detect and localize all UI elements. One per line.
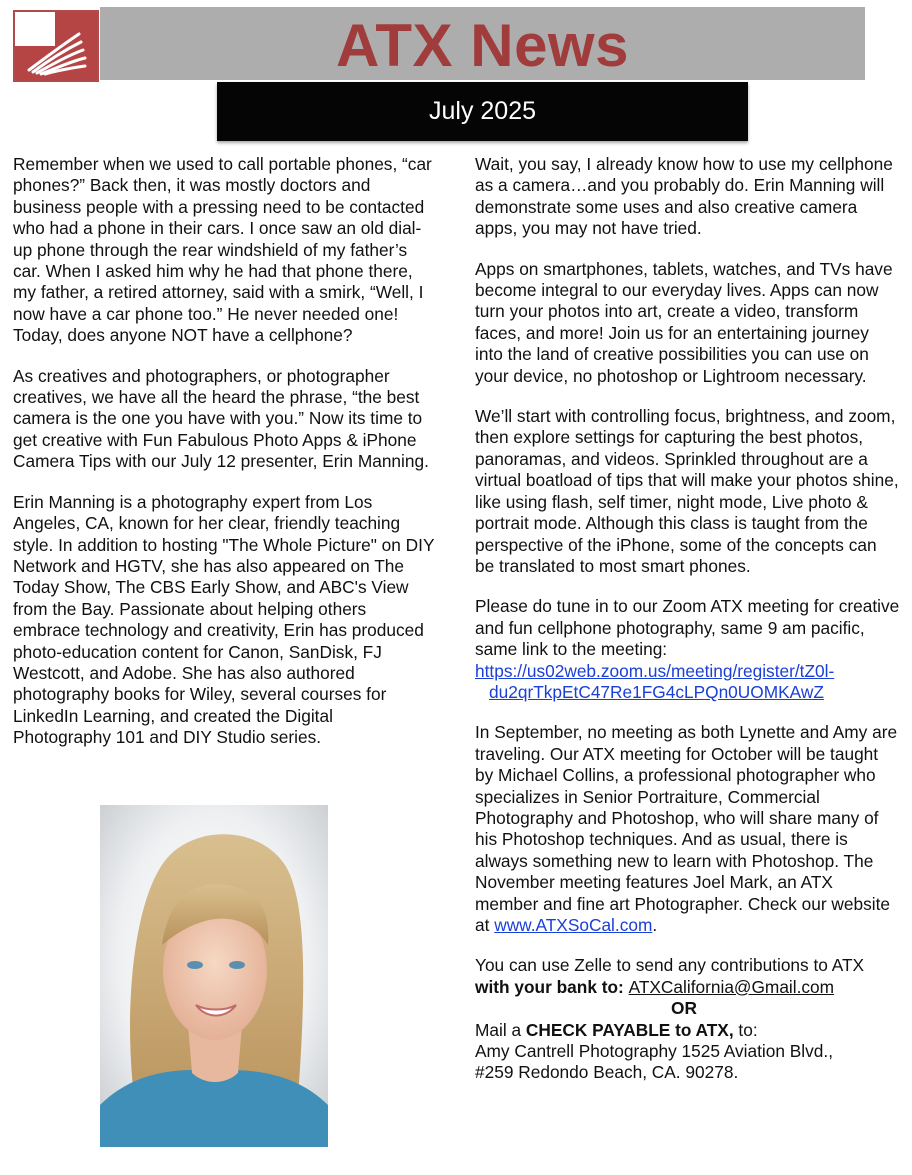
atx-logo-icon (13, 10, 99, 82)
mailing-address-line2: #259 Redondo Beach, CA. 90278. (475, 1062, 739, 1083)
left-column (13, 154, 435, 768)
title-banner (100, 7, 865, 80)
email-address[interactable]: ATXCalifornia@Gmail.com (628, 976, 835, 997)
or-label: OR (671, 998, 697, 1019)
check-payable-text: CHECK PAYABLE to ATX, (525, 1019, 734, 1040)
apps-paragraph: Apps on smartphones, tablets, watches, and TVs have become integral to our everyday lives. Apps can now turn your photos into art, create a video, transform faces, and more! Join us for an entertaining journey into the land of creative possibilities you can use on your device, no photoshop or Lightroom necessary. (475, 258, 893, 386)
mailing-address-line1: Amy Cantrell Photography 1525 Aviation Blvd., (475, 1041, 833, 1062)
presenter-photo (100, 805, 328, 1147)
website-link[interactable]: www.ATXSoCal.com (494, 915, 653, 935)
upcoming-meetings-text: In September, no meeting as both Lynette and Amy are traveling. Our ATX meeting for October will be taught by Michael Collins, a professional photographer who specializes in Senior Portraiture, Commercial Photography and Photoshop, who will share many of his Photoshop techniques. And as usual, there is always something new to learn with Photoshop. The November meeting features Joel Mark, an ATX member and fine art Photographer. Check our website at (475, 722, 898, 935)
tips-paragraph: We’ll start with controlling focus, brightness, and zoom, then explore settings for capturing the best photos, panoramas, and videos. Sprinkled throughout are a virtual boatload of tips that will make your photos shine, like using flash, self timer, night mode, Live photo & portrait mode. Although this class is taught from the perspective of the iPhone, some of the concepts can be translated to most smart phones. (475, 406, 899, 576)
bank-text: with your bank to: (475, 976, 629, 997)
zoom-invite-text: Please do tune in to our Zoom ATX meeting for creative and fun cellphone photography, same 9 am pacific, same link to the meeting: (475, 596, 900, 660)
event-paragraph: As creatives and photographers, or photographer creatives, we have all the heard the phrase, “the best camera is the one you have with you.” Now its time to get creative with Fun Fabulous Photo Apps & iPhone Camera Tips with our July 12 presenter, Erin Manning. (13, 365, 429, 472)
intro-paragraph: Remember when we used to call portable phones, “car phones?” Back then, it was mostly doctors and business people with a pressing need to be contacted who had a phone in their cars. I once saw an old dial-up phone through the rear windshield of my father’s car. When I asked him why he had that phone there, my father, a retired attorney, said with a smirk, “Well, I now have a car phone too.” He never needed one! Today, does anyone NOT have a cellphone? (13, 154, 432, 346)
upcoming-meetings-paragraph: In September, no meeting as both Lynette and Amy are traveling. Our ATX meeting for October will be taught by Michael Collins, a professional photographer who specializes in Senior Portraiture, Commercial Photography and Photoshop, who will share many of his Photoshop techniques. And as usual, there is always something new to learn with Photoshop. The November meeting features Joel Mark, an ATX member and fine art Photographer. Check our website at www.ATXSoCal.com. (475, 722, 898, 935)
issue-date: July 2025 (428, 97, 537, 125)
zoom-meeting-link[interactable]: https://us02web.zoom.us/meeting/register/tZ0l- du2qrTkpEtC47Re1FG4cLPQn0UOMKAwZ (475, 660, 835, 702)
zelle-text: You can use Zelle to send any contributions to ATX (475, 955, 865, 976)
presenter-bio-paragraph: Erin Manning is a photography expert from Los Angeles, CA, known for her clear, friendly teaching style. In addition to hosting "The Whole Picture" on DIY Network and HGTV, she has also appeared on The Today Show, The CBS Early Show, and ABC's View from the Bay. Passionate about helping others embrace technology and creativity, Erin has produced photo-education content for Canon, SanDisk, FJ Westcott, and Adobe. She has also authored photography books for Wiley, several courses for LinkedIn Learning, and created the Digital Photography 101 and DIY Studio series. (13, 491, 435, 748)
camera-intro-paragraph: Wait, you say, I already know how to use my cellphone as a camera…and you probably do. Erin Manning will demonstrate some uses and also creative camera apps, you may not have tried. (475, 154, 893, 239)
newsletter-title: ATX News (336, 11, 629, 79)
contributions-paragraph: You can use Zelle to send any contributions to ATX with your bank to: ATXCalifornia@Gmail.com OR Mail a CHECK PAYABLE to ATX, to: Amy Cantrell Photography 1525 Aviation Blvd., #259 Redondo Beach, CA. 90278. (475, 955, 900, 1083)
right-column (475, 154, 900, 1084)
zoom-paragraph (475, 596, 900, 703)
date-banner (217, 82, 748, 141)
